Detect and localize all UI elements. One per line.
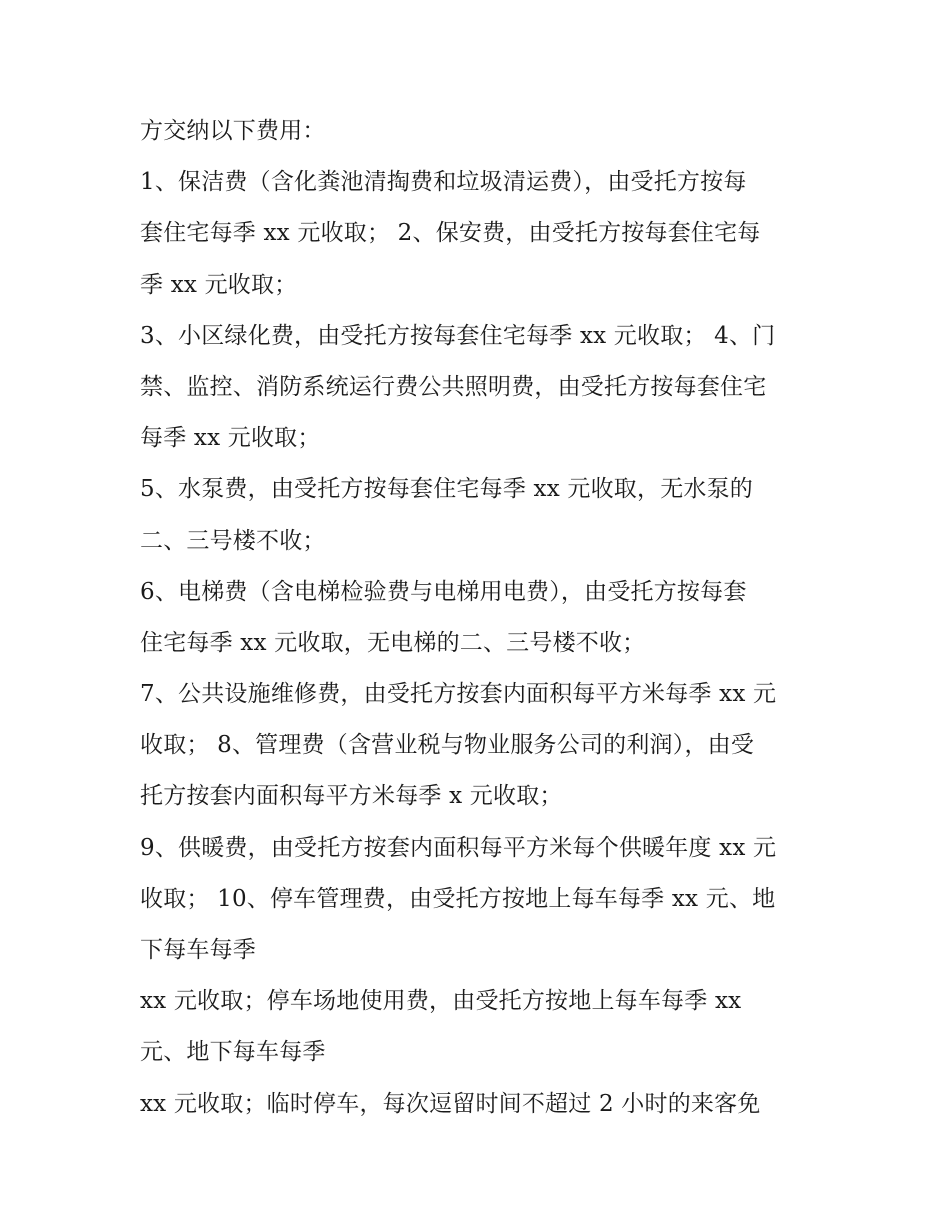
text-line: 收取； 10、停车管理费，由受托方按地上每车每季 xx 元、地 (140, 885, 776, 912)
text-line: 二、三号楼不收； (140, 527, 326, 554)
text-line: 禁、监控、消防系统运行费公共照明费，由受托方按每套住宅 (140, 373, 767, 400)
text-line: 3、小区绿化费，由受托方按每套住宅每季 xx 元收取； 4、门 (140, 322, 776, 349)
text-line: 住宅每季 xx 元收取，无电梯的二、三号楼不收； (140, 629, 646, 656)
text-line: 托方按套内面积每平方米每季 x 元收取； (140, 783, 563, 810)
text-line: 季 xx 元收取； (140, 271, 298, 298)
text-line: 套住宅每季 xx 元收取； 2、保安费，由受托方按每套住宅每 (140, 220, 761, 247)
text-line: 7、公共设施维修费，由受托方按套内面积每平方米每季 xx 元 (140, 681, 777, 708)
text-line: 元、地下每车每季 (140, 1039, 326, 1066)
text-line: 下每车每季 (140, 937, 256, 963)
text-line: xx 元收取；临时停车，每次逗留时间不超过 2 小时的来客免 (140, 1090, 761, 1117)
text-line: 1、保洁费（含化粪池清掏费和垃圾清运费），由受托方按每 (140, 169, 747, 196)
document-body (140, 106, 820, 1130)
text-line: xx 元收取；停车场地使用费，由受托方按地上每车每季 xx (140, 988, 742, 1015)
text-line: 方交纳以下费用： (140, 118, 326, 144)
text-line: 每季 xx 元收取； (140, 425, 321, 452)
text-line: 9、供暖费，由受托方按套内面积每平方米每个供暖年度 xx 元 (140, 834, 777, 861)
text-line: 6、电梯费（含电梯检验费与电梯用电费），由受托方按每套 (140, 578, 747, 605)
text-line: 5、水泵费，由受托方按每套住宅每季 xx 元收取，无水泵的 (140, 476, 753, 503)
text-line: 收取； 8、管理费（含营业税与物业服务公司的利润），由受 (140, 732, 755, 759)
